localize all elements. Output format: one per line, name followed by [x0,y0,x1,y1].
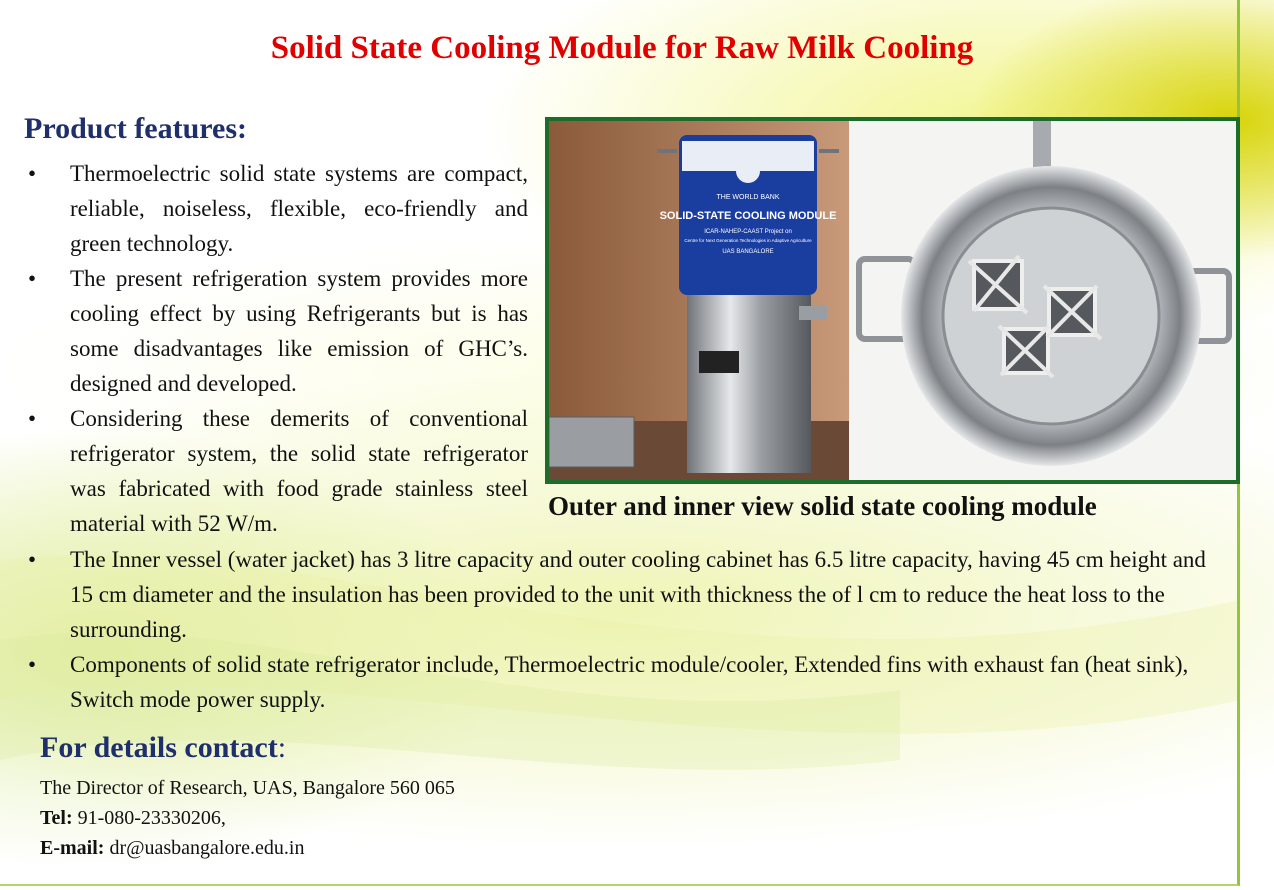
label-line: THE WORLD BANK [716,194,780,201]
bullet-icon: • [27,266,37,291]
email-label: E-mail: [40,837,105,859]
contact-address: The Director of Research, UAS, Bangalore 560 065 [40,777,455,799]
feature-item [24,542,1210,647]
feature-text: The present refrigeration system provides more cooling effect by using Refrigerants but is has some disadvantages like emission of GHC’s. designed and developed. [70,266,528,396]
contact-heading [40,731,286,765]
tel-value: 91-080-23330206, [72,807,226,829]
contact-email [40,837,304,860]
feature-item [24,156,528,261]
product-photo-illustration [549,121,1236,480]
product-photo [545,117,1240,484]
contact-heading-colon: : [277,731,287,764]
label-line: Centre for Next Generation Technologies in Adaptive Agriculture [684,238,812,243]
feature-item [24,261,528,401]
email-value[interactable]: dr@uasbangalore.edu.in [104,837,305,859]
label-line: UAS BANGALORE [722,249,774,255]
label-line: ICAR-NAHEP-CAAST Project on [704,229,792,235]
bullet-icon: • [27,406,37,431]
feature-item [24,647,1210,717]
feature-text: Components of solid state refrigerator include, Thermoelectric module/cooler, Extended fins with exhaust fan (heat sink), Switch mode power supply. [70,652,1189,712]
feature-item [24,401,528,541]
tel-label: Tel: [40,807,73,829]
label-line: SOLID-STATE COOLING MODULE [659,210,837,222]
page-title: Solid State Cooling Module for Raw Milk Cooling [270,30,974,66]
photo-caption: Outer and inner view solid state cooling module [548,491,1097,521]
features-heading: Product features: [24,112,248,145]
feature-text: The Inner vessel (water jacket) has 3 litre capacity and outer cooling cabinet has 6.5 litre capacity, having 45 cm height and 15 cm diameter and the insulation has been provided to the unit with thickness the of l cm to reduce the heat loss to the surrounding. [70,547,1206,642]
bullet-icon: • [27,547,37,572]
features-list-bottom [24,542,1210,717]
contact-heading-text: For details contact [40,731,278,764]
contact-tel [40,807,226,830]
feature-text: Considering these demerits of conventional refrigerator system, the solid state refrigerator was fabricated with food grade stainless steel material with 52 W/m. [70,406,528,536]
bullet-icon: • [27,652,37,677]
bullet-icon: • [27,161,37,186]
features-list-top [24,156,528,541]
feature-text: Thermoelectric solid state systems are compact, reliable, noiseless, flexible, eco-friendly and green technology. [70,161,528,256]
